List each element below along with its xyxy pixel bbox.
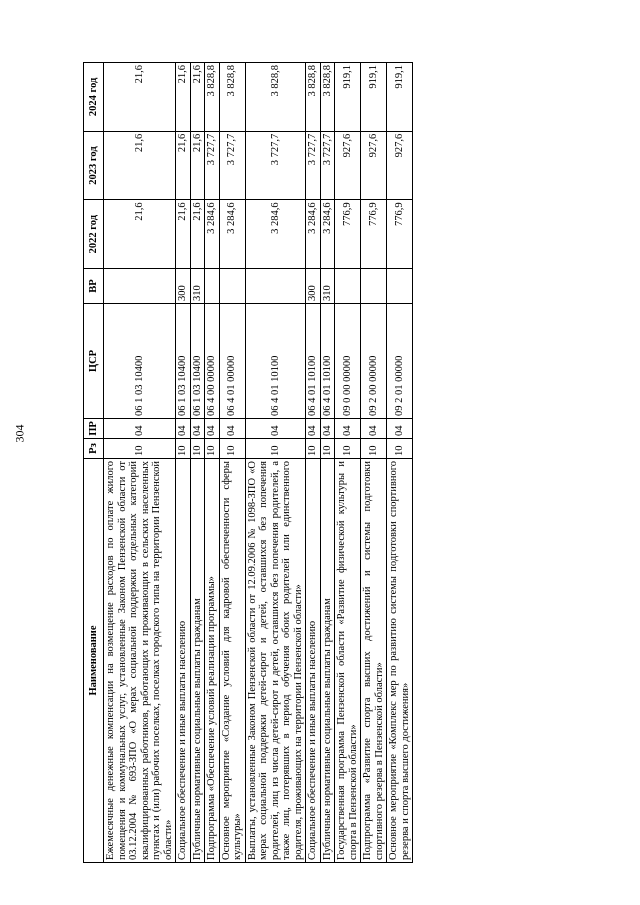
page-number: 304 — [12, 424, 27, 443]
row-vr — [387, 269, 413, 304]
row-rz: 10 — [361, 439, 387, 459]
row-csr: 06 4 01 10100 — [245, 304, 306, 419]
row-rz: 10 — [245, 439, 306, 459]
table-row — [306, 63, 321, 863]
row-vr: 310 — [190, 269, 205, 304]
row-2024: 3 828,8 — [219, 63, 245, 132]
row-2024: 919,1 — [387, 63, 413, 132]
row-2023: 3 727,7 — [205, 131, 220, 200]
row-name: Основное мероприятие «Комплекс мер по развитию системы подготовки спортивного резерва и спорта высшего достижения» — [387, 459, 413, 863]
row-vr: 300 — [176, 269, 191, 304]
row-2024: 3 828,8 — [245, 63, 306, 132]
row-2024: 3 828,8 — [320, 63, 335, 132]
row-csr: 06 4 01 10100 — [306, 304, 321, 419]
row-pr: 04 — [387, 419, 413, 439]
row-pr: 04 — [361, 419, 387, 439]
row-csr: 09 0 00 00000 — [335, 304, 361, 419]
row-2023: 927,6 — [335, 131, 361, 200]
table-row — [361, 63, 387, 863]
row-name: Ежемесячные денежные компенсации на возмещение расходов по оплате жилого помещения и коммунальных услуг, установленные Законом Пензенской области от 03.12.2004 № 693-ЗПО «О мерах социальной поддержки отдельных категорий квалифицированных работников, работающих и проживающих в сельских населенных пунктах и (или) рабочих поселках, поселках городского типа на территории Пензенской области» — [104, 459, 176, 863]
row-vr — [361, 269, 387, 304]
row-pr: 04 — [205, 419, 220, 439]
row-csr: 06 4 01 10100 — [320, 304, 335, 419]
col-header-vr: ВР — [84, 269, 104, 304]
row-rz: 10 — [320, 439, 335, 459]
col-header-rz: Рз — [84, 439, 104, 459]
row-name: Публичные нормативные социальные выплаты гражданам — [320, 459, 335, 863]
row-2022: 21,6 — [104, 200, 176, 269]
row-pr: 04 — [306, 419, 321, 439]
row-2022: 776,9 — [335, 200, 361, 269]
row-csr: 09 2 00 00000 — [361, 304, 387, 419]
row-name: Государственная программа Пензенской области «Развитие физической культуры и спорта в Пензенской области» — [335, 459, 361, 863]
table-row — [190, 63, 205, 863]
row-csr: 06 1 03 10400 — [176, 304, 191, 419]
table-row — [335, 63, 361, 863]
row-2023: 3 727,7 — [219, 131, 245, 200]
row-vr — [335, 269, 361, 304]
row-2023: 3 727,7 — [306, 131, 321, 200]
row-2024: 3 828,8 — [306, 63, 321, 132]
col-header-name: Наименование — [84, 459, 104, 863]
row-2023: 21,6 — [176, 131, 191, 200]
row-name: Социальное обеспечение и иные выплаты населению — [176, 459, 191, 863]
table-row — [205, 63, 220, 863]
row-2024: 21,6 — [190, 63, 205, 132]
row-vr — [104, 269, 176, 304]
row-rz: 10 — [387, 439, 413, 459]
rotated-page-content — [83, 63, 538, 863]
table-row — [176, 63, 191, 863]
row-rz: 10 — [306, 439, 321, 459]
table-row — [104, 63, 176, 863]
row-2022: 3 284,6 — [320, 200, 335, 269]
row-vr: 300 — [306, 269, 321, 304]
row-2023: 3 727,7 — [245, 131, 306, 200]
row-name: Основное мероприятие «Создание условий для кадровой обеспеченности сферы культуры» — [219, 459, 245, 863]
col-header-2022: 2022 год — [84, 200, 104, 269]
row-2022: 3 284,6 — [245, 200, 306, 269]
row-vr — [205, 269, 220, 304]
row-2024: 21,6 — [176, 63, 191, 132]
row-vr — [245, 269, 306, 304]
row-pr: 04 — [245, 419, 306, 439]
row-2023: 21,6 — [190, 131, 205, 200]
row-vr — [219, 269, 245, 304]
row-name: Выплаты, установленные Законом Пензенской области от 12.09.2006 № 1098-ЗПО «О мерах социальной поддержки детей-сирот и детей, оставшихся без попечения родителей, лиц из числа детей-сирот и детей, оставшихся без попечения родителей, а также лиц, потерявших в период обучения обоих родителей или единственного родителя, проживающих на территории Пензенской области» — [245, 459, 306, 863]
col-header-2024: 2024 год — [84, 63, 104, 132]
row-rz: 10 — [335, 439, 361, 459]
row-name: Публичные нормативные социальные выплаты гражданам — [190, 459, 205, 863]
row-2024: 21,6 — [104, 63, 176, 132]
row-csr: 09 2 01 00000 — [387, 304, 413, 419]
row-2022: 3 284,6 — [219, 200, 245, 269]
table-row — [320, 63, 335, 863]
row-pr: 04 — [176, 419, 191, 439]
col-header-csr: ЦСР — [84, 304, 104, 419]
row-pr: 04 — [190, 419, 205, 439]
row-name: Подпрограмма «Развитие спорта высших достижений и системы подготовки спортивного резерва в Пензенской области» — [361, 459, 387, 863]
row-2022: 3 284,6 — [306, 200, 321, 269]
row-2023: 3 727,7 — [320, 131, 335, 200]
row-2022: 21,6 — [190, 200, 205, 269]
row-rz: 10 — [176, 439, 191, 459]
row-2022: 776,9 — [387, 200, 413, 269]
table-row — [219, 63, 245, 863]
row-pr: 04 — [219, 419, 245, 439]
row-csr: 06 4 00 00000 — [205, 304, 220, 419]
row-csr: 06 4 01 00000 — [219, 304, 245, 419]
row-csr: 06 1 03 10400 — [104, 304, 176, 419]
row-name: Социальное обеспечение и иные выплаты населению — [306, 459, 321, 863]
row-2022: 21,6 — [176, 200, 191, 269]
row-2024: 3 828,8 — [205, 63, 220, 132]
table-row — [245, 63, 306, 863]
row-vr: 310 — [320, 269, 335, 304]
budget-table — [83, 62, 413, 863]
row-2024: 919,1 — [361, 63, 387, 132]
row-rz: 10 — [205, 439, 220, 459]
row-csr: 06 1 03 10400 — [190, 304, 205, 419]
col-header-2023: 2023 год — [84, 131, 104, 200]
row-pr: 04 — [335, 419, 361, 439]
row-pr: 04 — [320, 419, 335, 439]
row-name: Подпрограмма «Обеспечение условий реализации программы» — [205, 459, 220, 863]
row-2022: 776,9 — [361, 200, 387, 269]
col-header-pr: ПР — [84, 419, 104, 439]
row-2024: 919,1 — [335, 63, 361, 132]
row-pr: 04 — [104, 419, 176, 439]
row-rz: 10 — [104, 439, 176, 459]
row-2023: 927,6 — [387, 131, 413, 200]
row-rz: 10 — [219, 439, 245, 459]
row-2022: 3 284,6 — [205, 200, 220, 269]
table-header-row — [84, 63, 104, 863]
row-2023: 927,6 — [361, 131, 387, 200]
row-2023: 21,6 — [104, 131, 176, 200]
table-row — [387, 63, 413, 863]
row-rz: 10 — [190, 439, 205, 459]
